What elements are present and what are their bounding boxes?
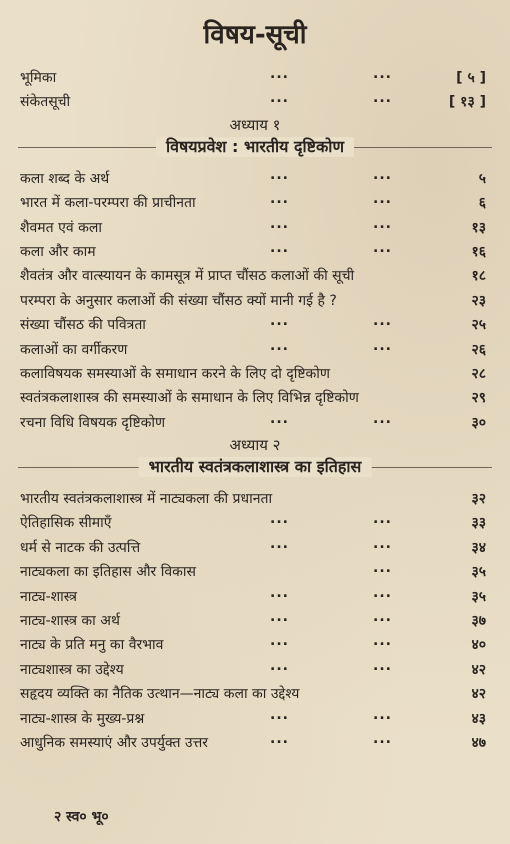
toc-entry[interactable]	[18, 585, 492, 609]
dot-leader: ...	[270, 90, 289, 107]
toc-entry-page: ४२	[471, 661, 486, 678]
dot-leader: ...	[373, 584, 392, 601]
toc-entry-label: नाट्य के प्रति मनु का वैरभाव	[20, 637, 164, 654]
dot-leader: ...	[373, 66, 392, 82]
toc-entry-label: शैवमत एवं कला	[20, 219, 102, 236]
dot-leader: ...	[373, 410, 392, 427]
dot-leader: ...	[373, 633, 392, 650]
dot-leader: ...	[270, 215, 289, 232]
chapter-title-rule	[18, 137, 492, 157]
toc-entry-page: ३२	[471, 491, 486, 508]
toc-entry[interactable]	[18, 511, 492, 535]
toc-entry[interactable]	[18, 560, 492, 584]
toc-entry[interactable]	[18, 216, 492, 240]
toc-entry-page: २५	[471, 317, 486, 334]
dot-leader: ...	[373, 511, 392, 528]
toc-entry[interactable]	[18, 682, 492, 706]
toc-entry-label: कलाओं का वर्गीकरण	[20, 341, 128, 358]
toc-entry-page: ५	[478, 170, 486, 187]
dot-leader: ...	[270, 191, 289, 208]
toc-entry-page: ३५	[471, 588, 486, 605]
dot-leader: ...	[373, 313, 392, 330]
toc-entry-label: स्वतंत्रकलाशास्त्र की समस्याओं के समाधान के लिए विभिन्न दृष्टिकोण	[20, 390, 359, 407]
toc-entry-page: २९	[471, 390, 486, 407]
chapter-title: विषयप्रवेश : भारतीय दृष्टिकोण	[156, 137, 354, 157]
toc-entry[interactable]	[18, 536, 492, 560]
toc-entry-label: कला शब्द के अर्थ	[20, 170, 110, 187]
page-title: विषय-सूची	[203, 20, 307, 50]
toc-entry[interactable]	[18, 289, 492, 313]
dot-leader: ...	[270, 239, 289, 256]
toc-entry-page: ३०	[471, 414, 486, 431]
toc-entry-page: २८	[471, 365, 486, 382]
signature-mark: २ स्व० भू०	[54, 809, 109, 825]
toc-entry[interactable]	[18, 264, 492, 288]
toc-entry[interactable]	[18, 707, 492, 731]
toc-entry[interactable]	[18, 658, 492, 682]
toc-entry-label: नाट्यशास्त्र का उद्देश्य	[20, 661, 124, 678]
chapter-heading: अध्याय १	[229, 115, 281, 134]
dot-leader: ...	[270, 633, 289, 650]
toc-entry-label: नाट्य-शास्त्र	[20, 588, 77, 605]
toc-entry[interactable]	[18, 240, 492, 264]
dot-leader: ...	[270, 166, 289, 183]
toc-entry-page: ३४	[471, 539, 486, 556]
dot-leader: ...	[373, 730, 392, 747]
toc-entry-label: कलाविषयक समस्याओं के समाधान करने के लिए दो दृष्टिकोण	[20, 365, 331, 382]
toc-entry-label: परम्परा के अनुसार कलाओं की संख्या चौंसठ क्यों मानी गई है ?	[20, 292, 337, 309]
toc-entry-label: संख्या चौंसठ की पवित्रता	[20, 317, 146, 334]
toc-entry-label: नाट्य-शास्त्र का अर्थ	[20, 613, 120, 630]
toc-entry-page: ६	[478, 195, 486, 212]
toc-entry-label: भारतीय स्वतंत्रकलाशास्त्र में नाट्यकला की प्रधानता	[20, 491, 273, 508]
toc-entry-preface[interactable]	[18, 66, 492, 90]
dot-leader: ...	[270, 66, 289, 82]
dot-leader: ...	[270, 609, 289, 626]
toc-entry[interactable]	[18, 386, 492, 410]
toc-entry-label: संकेतसूची	[20, 94, 71, 111]
chapter-heading: अध्याय २	[229, 436, 281, 455]
toc-entry-page: १३	[471, 219, 486, 236]
dot-leader: ...	[373, 609, 392, 626]
chapter1-entries	[18, 167, 492, 435]
toc-entry-page: १८	[471, 268, 486, 285]
toc-entry[interactable]	[18, 731, 492, 755]
dot-leader: ...	[270, 337, 289, 354]
chapter2-entries	[18, 487, 492, 755]
toc-entry-label: रचना विधि विषयक दृष्टिकोण	[20, 414, 166, 431]
dot-leader: ...	[270, 511, 289, 528]
toc-entry-label: सहृदय व्यक्ति का नैतिक उत्थान—नाट्य कला का उद्देश्य	[20, 686, 300, 703]
dot-leader: ...	[373, 215, 392, 232]
toc-entry-page: ३७	[471, 613, 486, 630]
toc-entry-label: शैवतंत्र और वात्स्यायन के कामसूत्र में प्राप्त चौंसठ कलाओं की सूची	[20, 268, 355, 285]
toc-entry-page: [ ५ ]	[456, 70, 486, 86]
toc-entry[interactable]	[18, 609, 492, 633]
toc-entry-page: ४३	[471, 710, 486, 727]
toc-entry-label: नाट्य-शास्त्र के मुख्य-प्रश्न	[20, 710, 145, 727]
toc-entry-label: कला और काम	[20, 243, 96, 260]
toc-entry-label: ऐतिहासिक सीमाएँ	[20, 515, 112, 532]
toc-entry-page: ३३	[471, 515, 486, 532]
toc-entry[interactable]	[18, 167, 492, 191]
toc-entry-page: [ १३ ]	[448, 94, 486, 111]
toc-entry-page: ४७	[471, 734, 486, 751]
dot-leader: ...	[270, 313, 289, 330]
toc-entry-label: भूमिका	[20, 70, 57, 86]
dot-leader: ...	[270, 584, 289, 601]
dot-leader: ...	[373, 560, 392, 577]
dot-leader: ...	[270, 730, 289, 747]
toc-entry-page: ४२	[471, 686, 486, 703]
dot-leader: ...	[373, 535, 392, 552]
dot-leader: ...	[373, 166, 392, 183]
toc-entry-page: २३	[471, 292, 486, 309]
toc-entry-label: धर्म से नाटक की उत्पत्ति	[20, 539, 141, 556]
dot-leader: ...	[373, 191, 392, 208]
toc-entry-label: भारत में कला-परम्परा की प्राचीनता	[20, 195, 196, 212]
dot-leader: ...	[270, 706, 289, 723]
dot-leader: ...	[270, 535, 289, 552]
toc-entry-page: ३५	[471, 564, 486, 581]
toc-entry-label: आधुनिक समस्याएं और उपर्युक्त उत्तर	[20, 734, 208, 751]
toc-entry[interactable]	[18, 191, 492, 215]
toc-entry-page: ४०	[471, 637, 486, 654]
dot-leader: ...	[373, 706, 392, 723]
dot-leader: ...	[373, 657, 392, 674]
toc-entry[interactable]	[18, 633, 492, 657]
toc-entry[interactable]	[18, 487, 492, 511]
toc-entry-page: १६	[471, 243, 486, 260]
toc-entry[interactable]	[18, 313, 492, 337]
toc-entry-abbreviations[interactable]	[18, 90, 492, 114]
chapter-title-rule	[18, 457, 492, 477]
dot-leader: ...	[270, 410, 289, 427]
chapter-title: भारतीय स्वतंत्रकलाशास्त्र का इतिहास	[139, 457, 372, 477]
dot-leader: ...	[373, 337, 392, 354]
dot-leader: ...	[270, 657, 289, 674]
toc-entry-page: २६	[471, 341, 486, 358]
dot-leader: ...	[373, 239, 392, 256]
toc-entry[interactable]	[18, 338, 492, 362]
toc-entry[interactable]	[18, 362, 492, 386]
dot-leader: ...	[373, 90, 392, 107]
toc-entry[interactable]	[18, 411, 492, 435]
toc-entry-label: नाट्यकला का इतिहास और विकास	[20, 564, 196, 581]
